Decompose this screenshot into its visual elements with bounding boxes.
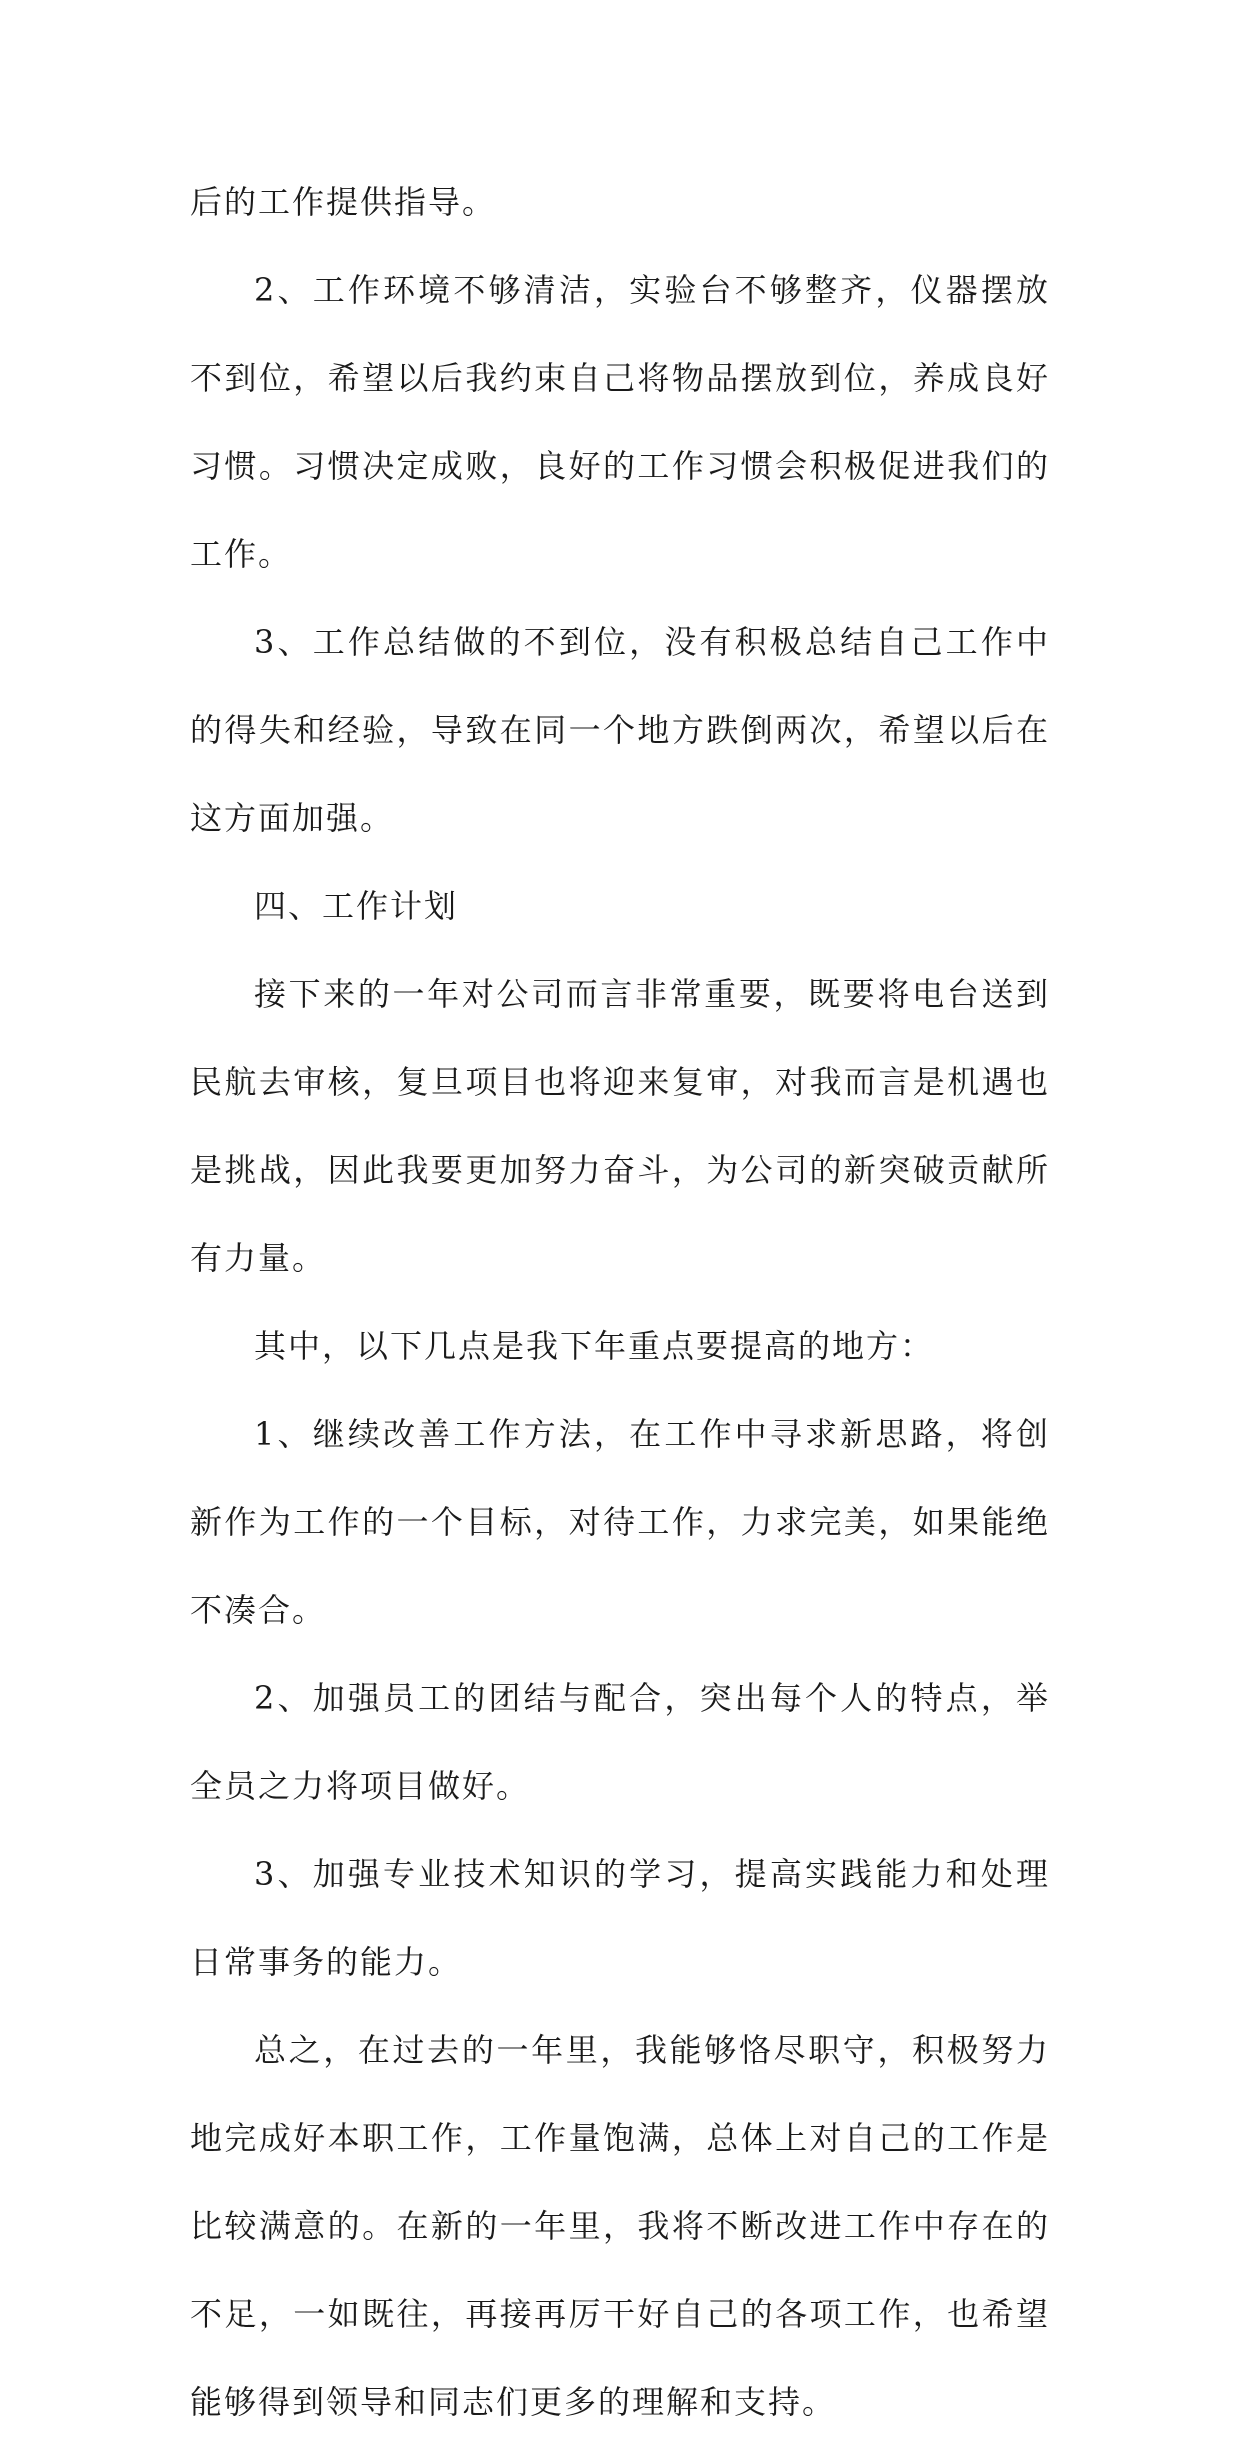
- paragraph-conclusion: 总之，在过去的一年里，我能够恪尽职守，积极努力地完成好本职工作，工作量饱满，总体上对自己的工作是比较满意的。在新的一年里，我将不断改进工作中存在的不足，一如既往，再接再厉干好自己的各项工作，也希望能够得到领导和同志们更多的理解和支持。: [190, 2031, 1050, 2421]
- paragraph-continuation: 后的工作提供指导。: [190, 183, 497, 221]
- paragraph-item-2-environment: 2、工作环境不够清洁，实验台不够整齐，仪器摆放不到位，希望以后我约束自己将物品摆放到位，养成良好习惯。习惯决定成败，良好的工作习惯会积极促进我们的工作。: [190, 271, 1050, 573]
- section-heading-work-plan: 四、工作计划: [254, 887, 459, 925]
- document-body: [190, 158, 1050, 2446]
- paragraph-key-points-intro: 其中，以下几点是我下年重点要提高的地方：: [254, 1327, 935, 1365]
- paragraph-plan-item-1: 1、继续改善工作方法，在工作中寻求新思路，将创新作为工作的一个目标，对待工作，力求完美，如果能绝不凑合。: [190, 1415, 1050, 1629]
- paragraph-plan-item-3: 3、加强专业技术知识的学习，提高实践能力和处理日常事务的能力。: [190, 1855, 1050, 1981]
- paragraph-next-year: 接下来的一年对公司而言非常重要，既要将电台送到民航去审核，复旦项目也将迎来复审，对我而言是机遇也是挑战，因此我要更加努力奋斗，为公司的新突破贡献所有力量。: [190, 975, 1050, 1277]
- paragraph-plan-item-2: 2、加强员工的团结与配合，突出每个人的特点，举全员之力将项目做好。: [190, 1679, 1050, 1805]
- paragraph-item-3-summary: 3、工作总结做的不到位，没有积极总结自己工作中的得失和经验，导致在同一个地方跌倒两次，希望以后在这方面加强。: [190, 623, 1050, 837]
